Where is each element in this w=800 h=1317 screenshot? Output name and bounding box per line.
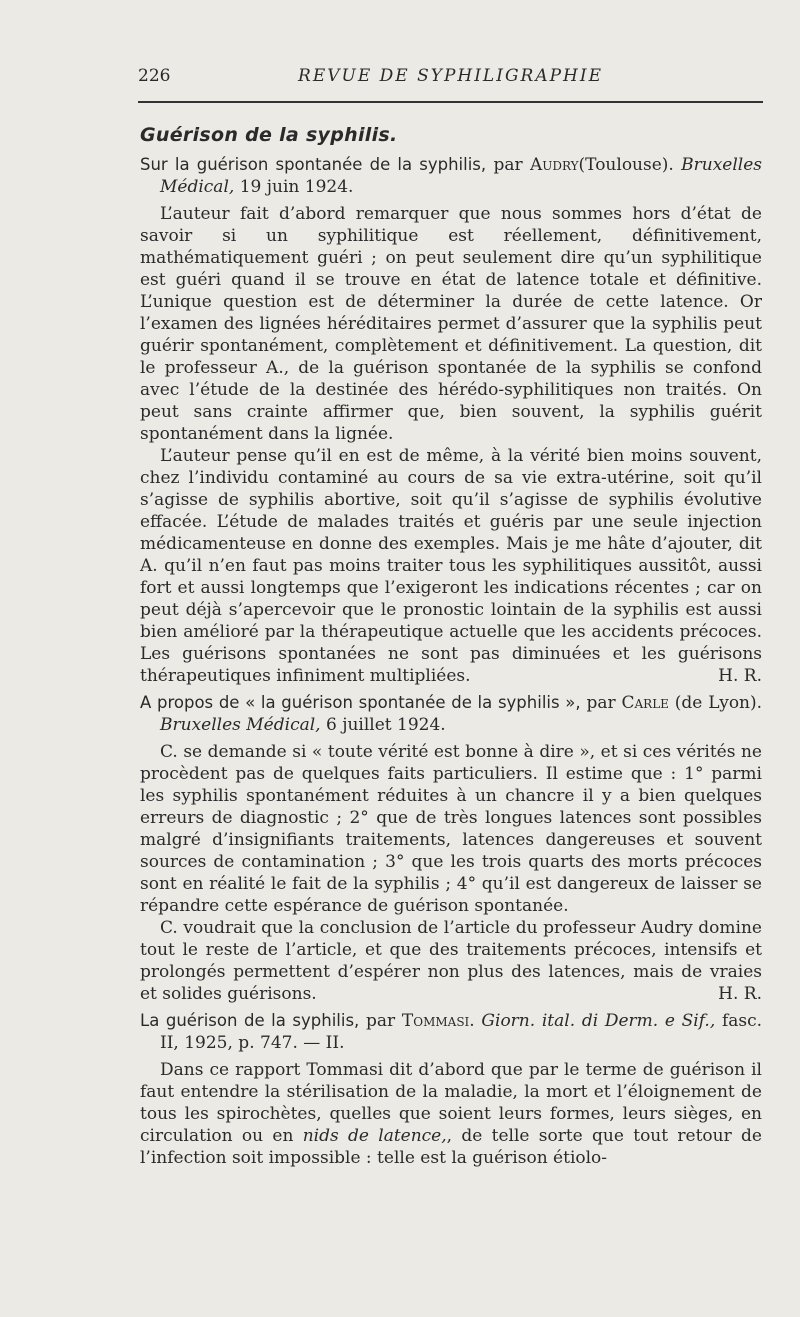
entry-location: (Toulouse).: [578, 155, 674, 175]
entry-source: Bruxelles Médical,: [160, 155, 763, 197]
paragraph: [140, 445, 762, 687]
paragraph-emphasis: nids de latence,: [302, 1126, 447, 1146]
paragraph-text: C. voudrait que la conclusion de l’article du professeur Audry domine tout le reste de l’article, et que des traitements précoces, intensifs et prolongés permettent d’espérer non plus des latences, mais de vraies et solides guérisons.: [140, 918, 762, 1004]
paragraph-text: Dans ce rapport Tommasi dit d’abord que par le terme de guérison il faut entendre la stérilisation de la maladie, la mort et l’éloignement de tous les spirochètes, quelles que soient leurs formes, leurs sièges, en circulation ou en: [140, 1060, 762, 1146]
entry-author: Carle: [621, 693, 669, 713]
entry-title: Sur la guérison spontanée de la syphilis,: [140, 155, 487, 174]
paragraph-text: , de telle sorte que tout retour de l’infection soit impossible : telle est la guérison étiolo-: [140, 1126, 762, 1168]
paragraph: [140, 1059, 762, 1169]
entry-title: A propos de « la guérison spontanée de la syphilis »,: [140, 693, 581, 712]
article-entry-1: [140, 154, 762, 687]
running-head: [138, 66, 763, 90]
entry-details: fasc. II, 1925, p. 747. — II.: [160, 1011, 763, 1053]
entry-author: Audry: [529, 155, 579, 175]
article-entry-2: [140, 692, 762, 1005]
article-entry-3: [140, 1010, 762, 1169]
page-number: 226: [138, 66, 171, 86]
entry-par: par: [586, 693, 616, 713]
paragraph-text: L’auteur pense qu’il en est de même, à la vérité bien moins souvent, chez l’individu contaminé au cours de sa vie extra-utérine, soit qu’il s’agisse de syphilis abortive, soit qu’il s’agisse de syphilis évolutive effacée. L’étude de malades traités et guéris par une seule injection médicamenteuse en donne des exemples. Mais je me hâte d’ajouter, dit A. qu’il n’en faut pas moins traiter tous les syphilitiques aussitôt, aussi fort et aussi longtemps que l’exigeront les indications récentes ; car on peut déjà s’apercevoir que le pronostic lointain de la syphilis est aussi bien amélioré par la thérapeutique actuelle que les accidents précoces. Les guérisons spontanées ne sont pas diminuées et les guérisons thérapeutiques infiniment multipliées.: [140, 446, 762, 686]
entry-location: (de Lyon).: [674, 693, 763, 713]
signature: H. R.: [718, 666, 762, 686]
journal-title: REVUE DE SYPHILIGRAPHIE: [298, 66, 603, 86]
header-rule: [138, 101, 763, 103]
entry-date: 19 juin 1924.: [239, 177, 354, 197]
entry-heading: [140, 1010, 762, 1054]
entry-par: par: [493, 155, 523, 175]
paragraph: C. se demande si « toute vérité est bonne à dire », et si ces vérités ne procèdent pas de quelques faits particuliers. Il estime que : 1° parmi les syphilis spontanément réduites à un chancre il y a bien quelques erreurs de diagnostic ; 2° que de très longues latences sont possibles malgré d’insignifiants traitements, latences dangereuses et souvent sources de contamination ; 3° que les trois quarts des morts précoces sont en réalité le fait de la syphilis ; 4° qu’il est dangereux de laisser se répandre cette espérance de guérison spontanée.: [140, 742, 762, 916]
entry-heading: [140, 692, 762, 736]
paragraph: L’auteur fait d’abord remarquer que nous sommes hors d’état de savoir si un syphilitique est réellement, définitivement, mathématiquement guéri ; on peut seulement dire qu’un syphilitique est guéri quand il se trouve en état de latence totale et définitive. L’unique question est de déterminer la durée de cette latence. Or l’examen des lignées héréditaires permet d’assurer que la syphilis peut guérir spontanément, complètement et définitivement. La question, dit le professeur A., de la guérison spontanée de la syphilis se confond avec l’étude de la destinée des hérédo-syphilitiques non traités. On peut sans crainte affirmer que, bien souvent, la syphilis guérit spontanément dans la lignée.: [140, 204, 762, 444]
entry-author: Tommasi.: [401, 1011, 475, 1031]
entry-date: 6 juillet 1924.: [325, 715, 446, 735]
page-content: [140, 124, 762, 1174]
entry-heading: [140, 154, 762, 198]
entry-source: Bruxelles Médical,: [160, 715, 321, 735]
entry-par: par: [366, 1011, 396, 1031]
section-title: Guérison de la syphilis.: [140, 124, 398, 146]
signature: H. R.: [718, 984, 762, 1004]
entry-source: Giorn. ital. di Derm. e Sif.,: [481, 1011, 716, 1031]
entry-title: La guérison de la syphilis,: [140, 1011, 360, 1030]
paragraph: [140, 917, 762, 1005]
